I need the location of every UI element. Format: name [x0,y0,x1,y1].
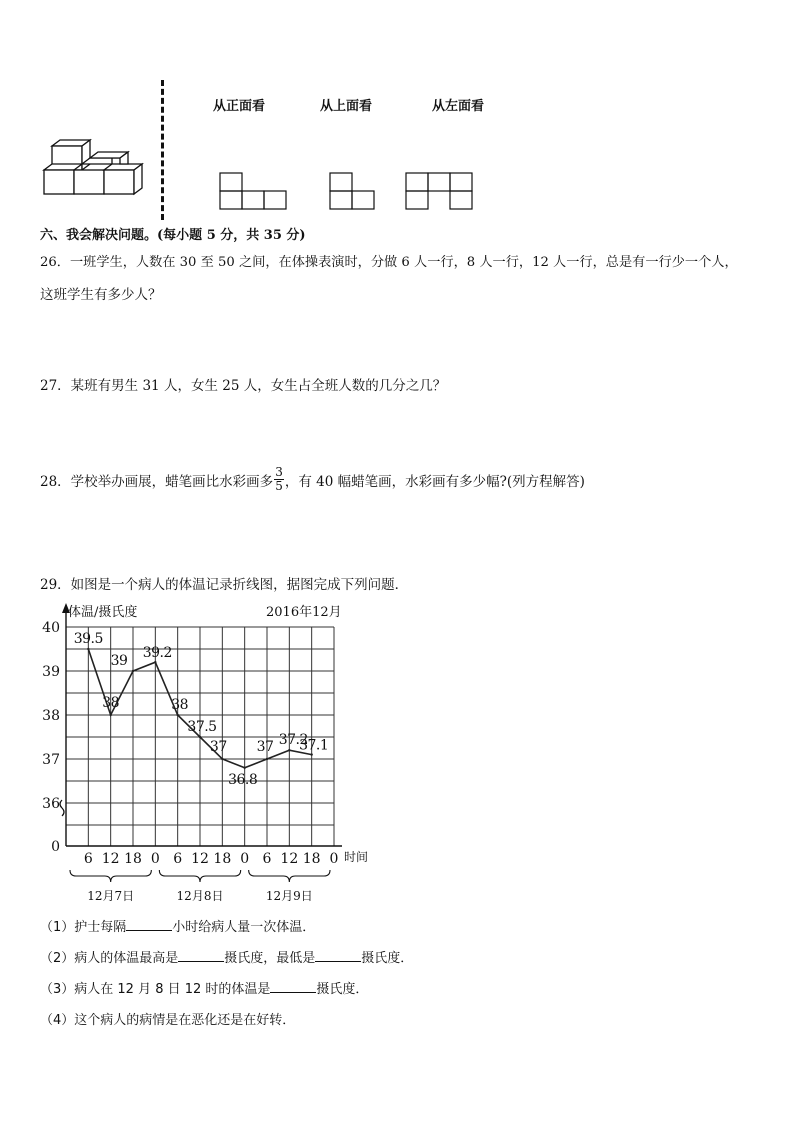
data-point [243,767,245,769]
day-label: 12月7日 [87,889,135,903]
data-label: 38 [171,697,189,713]
section-heading [40,224,306,243]
q28-fraction-denominator: 5 [275,479,283,493]
day-brace [70,870,151,882]
y-tick-label: 37 [42,752,60,768]
dashed-divider [161,80,164,220]
y-tick-label: 36 [42,796,60,812]
q29-sub3 [40,978,368,997]
data-point [221,758,223,760]
front-view-label: 从正面看 [213,99,266,114]
x-tick-label: 0 [329,851,339,867]
question-26-line1: 26．一班学生，人数在 30 至 50 之间，在体操表演时，分做 6 人一行，8 人一行，12 人一行，总是有一行少一个人， [40,255,738,270]
data-label: 39.5 [73,631,103,647]
data-point [266,758,268,760]
top-view-label: 从上面看 [320,99,373,114]
x-tick-label: 6 [262,851,272,867]
x-tick-label: 0 [150,851,160,867]
question-27: 27．某班有男生 31 人，女生 25 人，女生占全班人数的几分之几？ [40,378,447,394]
q29-sub2-c: 摄氏度． [361,951,414,966]
data-point [154,661,156,663]
q28-fraction [274,466,284,493]
front-view-drawing [219,172,289,212]
x-tick-label: 6 [83,851,93,867]
data-label: 38 [102,695,120,711]
q28-text-before: 28．学校举办画展，蜡笔画比水彩画多 [40,473,274,490]
y-tick-label: 39 [42,664,60,680]
section-note: (每小题 5 分，共 35 分) [157,228,306,243]
data-label: 37 [256,739,274,755]
q29-sub3-b: 摄氏度． [316,982,369,997]
temperature-line-chart [38,598,378,908]
data-point [176,714,178,716]
y-tick-label: 0 [51,839,60,855]
data-point [132,670,134,672]
day-label: 12月8日 [176,889,224,903]
data-label: 37.5 [187,719,217,735]
data-label: 37.1 [299,737,329,754]
q29-sub1 [40,916,315,935]
x-tick-label: 18 [124,851,142,867]
left-view-drawing [405,172,477,212]
answer-blank-highest[interactable] [178,947,224,962]
section-title: 六、我会解决问题。 [40,228,158,243]
q29-sub2 [40,947,413,966]
data-point [288,749,290,751]
data-label: 37 [209,739,227,755]
question-26-line2: 这班学生有多少人？ [40,287,162,303]
data-point [109,714,111,716]
x-tick-label: 6 [173,851,183,867]
data-label: 39 [110,653,128,669]
data-label: 37.2 [278,732,308,749]
q29-sub1-a: （1）护士每隔 [40,920,127,935]
chart-y-axis-label: 体温/摄氏度 [68,605,138,620]
day-label: 12月9日 [265,889,313,903]
q29-sub1-b: 小时给病人量一次体温． [172,920,316,935]
q28-text-after: ，有 40 幅蜡笔画，水彩画有多少幅?(列方程解答) [284,473,585,490]
data-label: 39.2 [142,645,172,662]
day-brace [249,870,330,882]
q29-sub3-a: （3）病人在 12 月 8 日 12 时的体温是 [40,982,271,997]
x-tick-label: 18 [213,851,232,867]
question-29: 29．如图是一个病人的体温记录折线图，据图完成下列问题． [40,577,409,593]
chart-x-axis-label: 时间 [344,850,369,864]
x-tick-label: 12 [191,851,209,867]
question-28 [40,466,585,493]
cube-stack-figure [40,138,144,200]
x-tick-label: 0 [240,851,250,867]
data-point [199,736,201,738]
q29-sub4: （4）这个病人的病情是在恶化还是在好转． [40,1013,296,1028]
top-view-drawing [329,172,379,212]
q29-sub2-b: 摄氏度，最低是 [224,951,316,966]
data-point [87,648,89,650]
x-tick-label: 12 [101,851,120,867]
x-tick-label: 12 [280,851,299,867]
day-brace [159,870,240,882]
x-tick-label: 18 [302,851,321,867]
chart-title: 2016年12月 [266,605,342,620]
data-label: 36.8 [228,771,258,788]
q29-sub2-a: （2）病人的体温最高是 [40,951,179,966]
answer-blank-interval[interactable] [126,916,172,931]
answer-blank-temp[interactable] [270,978,316,993]
y-tick-label: 38 [42,708,60,724]
y-tick-label: 40 [42,620,60,636]
left-view-label: 从左面看 [432,99,485,114]
q28-fraction-numerator: 3 [275,465,283,479]
axis-break-mark [60,800,64,816]
data-point [310,753,312,755]
answer-blank-lowest[interactable] [315,947,361,962]
